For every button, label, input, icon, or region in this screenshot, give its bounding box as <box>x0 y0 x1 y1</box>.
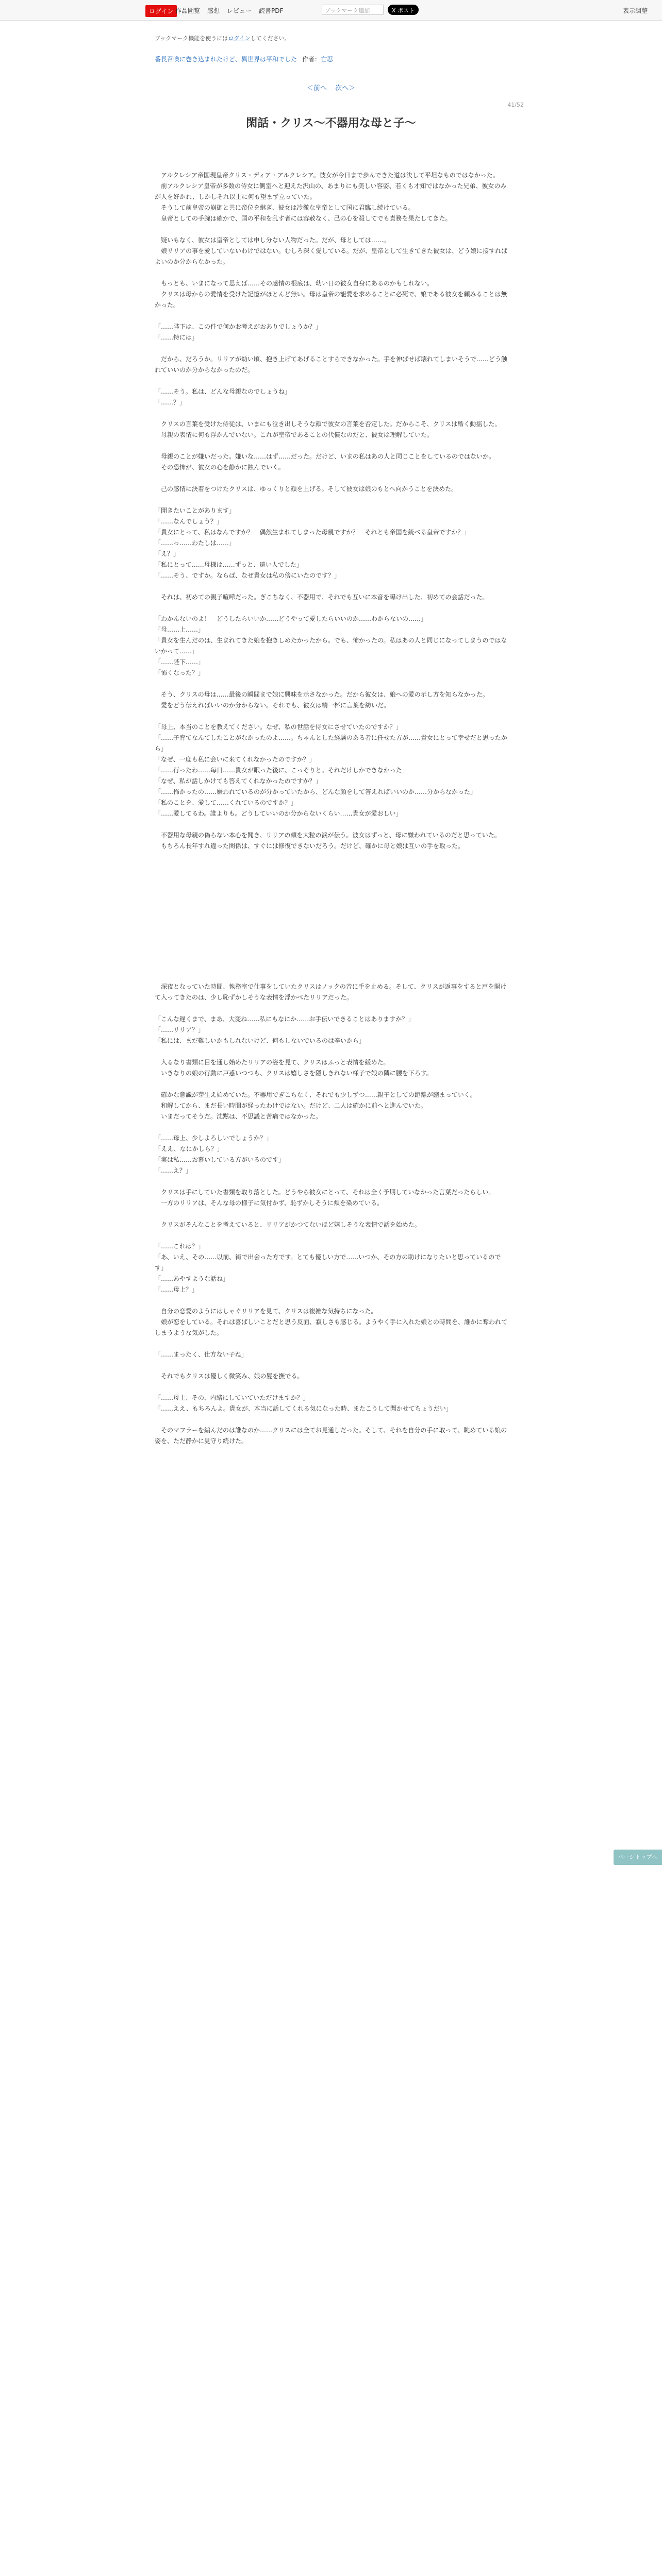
work-meta <box>155 55 333 63</box>
body-paragraph: 「……そう。私は、どんな母親なのでしょうね」 <box>155 388 291 395</box>
body-paragraph: 「……リリア？」 <box>155 1026 205 1033</box>
body-paragraph: 「私のことを、愛して……くれているのですか？」 <box>155 799 297 806</box>
body-paragraph: 「……え？」 <box>155 1167 192 1174</box>
body-paragraph: 「実は私……お慕いしている方がいるのです」 <box>155 1156 285 1163</box>
body-paragraph: 深夜となっていた時間、執務室で仕事をしていたクリスはノックの音に手を止める。そして、クリスが返事をすると戸を開けて入ってきたのは、少し恥ずかしそうな表情を浮かべたリリアだった。 <box>155 983 507 1001</box>
body-paragraph <box>155 473 507 484</box>
body-paragraph: 一方のリリアは、そんな母の様子に気付かず、恥ずかしそうに頬を染めている。 <box>155 1199 384 1207</box>
body-paragraph: 「……っ……わたしは……」 <box>155 539 236 547</box>
top-pager <box>0 82 662 92</box>
body-paragraph <box>155 679 507 689</box>
nav-item-reviews[interactable]: レビュー <box>227 7 252 14</box>
body-paragraph <box>155 1230 507 1241</box>
body-paragraph <box>155 1046 507 1057</box>
body-paragraph: 「……母上、少しよろしいでしょうか？」 <box>155 1134 273 1142</box>
body-paragraph <box>155 917 507 927</box>
body-paragraph <box>155 852 507 862</box>
bookmark-add-button[interactable]: ブックマーク追加 <box>322 5 384 15</box>
body-paragraph: 「……行ったわ……毎日……貴女が眠った後に、こっそりと。それだけしかできなかった」 <box>155 767 408 774</box>
body-paragraph: 「怖くなった？」 <box>155 669 205 676</box>
body-paragraph <box>155 224 507 235</box>
body-paragraph: 「……まったく、仕方ない子ね」 <box>155 1351 247 1358</box>
body-paragraph <box>155 895 507 906</box>
body-paragraph: 「母……上……」 <box>155 626 205 633</box>
body-paragraph: もちろん長年すれ違った関係は、すぐには修復できないだろう。だけど、確かに母と娘は互いの手を取った。 <box>155 842 465 850</box>
body-paragraph: 「こんな遅くまで、まあ、大変ね……私にもなにか……お手伝いできることはありますか？」 <box>155 1015 415 1023</box>
body-paragraph: 「あ、いえ、その……以前、街で出会った方です。とても優しい方で……いつか、その方の助けになりたいと思っているのです」 <box>155 1253 501 1272</box>
prev-link[interactable]: ＜前へ <box>306 84 327 92</box>
body-paragraph <box>155 408 507 419</box>
body-paragraph: 「……陛下は、この件で何かお考えがおありでしょうか？」 <box>155 323 322 330</box>
body-paragraph <box>155 862 507 873</box>
body-paragraph: 「わかんないのよ！ どうしたらいいか……どうやって愛したらいいのか……わからないの……」 <box>155 615 427 622</box>
top-nav <box>175 6 283 15</box>
body-paragraph <box>155 971 507 981</box>
body-paragraph: 娘リリアの事を愛していないわけではない。むしろ深く愛している。だが、皇帝として生きてきた彼女は、どう娘に接すればよいのか分からなかった。 <box>155 247 508 265</box>
body-paragraph: いきなりの娘の行動に戸惑いつつも、クリスは嬉しさを隠しきれない様子で娘の隣に腰を下ろす。 <box>155 1070 433 1077</box>
body-paragraph: 「……そう、ですか。ならば、なぜ貴女は私の傍にいたのです？」 <box>155 572 341 579</box>
body-paragraph: 前アルクレシア皇帝が多数の侍女に側室へと迎えた沢山の、あまりにも美しい容姿、若くも才知ではなかった兄弟、彼女のみが人を好かれ、しかしそれ以上に何も望まず立っていた。 <box>155 182 507 200</box>
login-link[interactable]: ログイン <box>228 35 251 42</box>
body-paragraph <box>155 938 507 949</box>
body-paragraph: それは、初めての親子喧嘩だった。ぎこちなく、不器用で、それでも互いに本音を曝け出した、初めての会話だった。 <box>155 594 489 601</box>
body-paragraph: そのマフラーを編んだのは誰なのか……クリスには全てお見通しだった。そして、それを自分の手に取って、眺めている娘の姿を、ただ静かに見守り続けた。 <box>155 1427 507 1445</box>
body-paragraph <box>155 906 507 917</box>
body-paragraph: その恐怖が、彼女の心を静かに蝕んでいく。 <box>155 464 285 471</box>
body-paragraph <box>155 960 507 971</box>
body-paragraph: 「私にとって……母様は……ずっと、遠い人でした」 <box>155 561 303 568</box>
body-paragraph <box>155 440 507 451</box>
body-paragraph <box>155 267 507 278</box>
body-paragraph <box>155 311 507 321</box>
body-paragraph: 「……？」 <box>155 399 186 406</box>
body-paragraph <box>155 949 507 960</box>
body-paragraph: もっとも、いまになって思えば……その感情の根底は、幼い日の彼女自身にあるのかもしれない。 <box>155 280 434 287</box>
body-paragraph: 疑いもなく、彼女は皇帝としては申し分ない人物だった。だが、母としては……。 <box>155 236 390 244</box>
body-paragraph: 「……愛してるわ。誰よりも。どうしていいのか分からないくらい……貴女が愛おしい」 <box>155 810 402 817</box>
body-paragraph: 「ええ、なにかしら？」 <box>155 1145 223 1153</box>
display-settings-link[interactable]: 表示調整 <box>622 7 648 14</box>
body-paragraph <box>155 495 507 505</box>
body-paragraph: 「……ええ、もちろんよ。貴女が、本当に話してくれる気になった時、またこうして聞かせてちょうだい」 <box>155 1405 452 1412</box>
body-paragraph: 「……怖かったの……嫌われているのが分かっていたから、どんな顔をして答えればいいのか……分からなかった」 <box>155 788 477 795</box>
page-top-button[interactable]: ページトップへ <box>614 1850 662 1865</box>
body-paragraph <box>155 1079 507 1090</box>
chapter-title: 閑話・クリス〜不器用な母と子〜 <box>246 117 416 130</box>
next-link[interactable]: 次へ＞ <box>335 84 356 92</box>
body-paragraph: いまだってそうだ。沈黙は、不思議と苦痛ではなかった。 <box>155 1113 322 1120</box>
body-paragraph <box>155 819 507 830</box>
body-paragraph: 不器用な母親の偽らない本心を聞き、リリアの頬を大粒の涙が伝う。彼女はずっと、母に嫌われているのだと思っていた。 <box>155 832 501 839</box>
body-paragraph: 「……母上？」 <box>155 1286 198 1293</box>
top-bar <box>0 0 662 21</box>
nav-item-impressions[interactable]: 感想 <box>207 7 220 14</box>
body-paragraph: クリスは手にしていた書類を取り落とした。どうやら彼女にとって、それは全く予期していなかった言葉だったらしい。 <box>155 1189 495 1196</box>
body-paragraph: 「……母上、その、内緒にしていていただけますか？」 <box>155 1394 309 1401</box>
body-paragraph: だから、だろうか。リリアが幼い頃、抱き上げてあげることすらできなかった。手を伸ばせば壊れてしまいそうで……どう触れていいのか分からなかったのだ。 <box>155 355 507 374</box>
body-paragraph: 「なぜ、一度も私に会いに来てくれなかったのですか？」 <box>155 756 316 763</box>
body-paragraph: アルクレシア帝国現皇帝クリス・ディア・アルクレシア。彼女が今日まで歩んできた道は決して平坦なものではなかった。 <box>155 172 499 179</box>
body-paragraph <box>155 581 507 592</box>
body-paragraph: 皇帝としての手腕は確かで、国の平和を乱す者には容赦なく、己の心を殺してでも責務を果たしてきた。 <box>155 215 452 222</box>
body-paragraph <box>155 884 507 895</box>
body-paragraph <box>155 711 507 722</box>
body-paragraph: 「……陛下……」 <box>155 658 205 666</box>
body-paragraph: 「貴女にとって、私はなんですか？ 偶然生まれてしまった母親ですか？ それとも帝国を統べる皇帝ですか？」 <box>155 529 470 536</box>
body-paragraph: 愛をどう伝えればいいのか分からない。それでも、彼女は精一杯に言葉を紡いだ。 <box>155 702 390 709</box>
author-prefix: 作者： <box>302 56 321 63</box>
page-number: 41/52 <box>507 101 524 108</box>
body-paragraph: クリスがそんなことを考えていると、リリアがかつてないほど嬉しそうな表情で話を始めた。 <box>155 1221 421 1228</box>
body-paragraph: 「なぜ、私が話しかけても答えてくれなかったのですか？」 <box>155 777 322 785</box>
body-paragraph: 「え？」 <box>155 550 180 557</box>
body-paragraph: それでもクリスは優しく微笑み、娘の髪を撫でる。 <box>155 1372 304 1380</box>
body-paragraph: 「貴女を生んだのは、生まれてきた娘を抱きしめたかったから。でも、怖かったの。私はあの人と同じになってしまうのではないかって……」 <box>155 637 507 655</box>
body-paragraph <box>155 1414 507 1425</box>
body-paragraph: 母親のことが嫌いだった。嫌いな……はず……だった。だけど、いまの私はあの人と同じことをしているのではないか。 <box>155 453 495 460</box>
body-paragraph <box>155 376 507 386</box>
body-paragraph: 「……子育てなんてしたことがなかったのよ……。ちゃんとした経験のある者に任せた方が……貴女にとって幸せだと思ったから」 <box>155 734 507 752</box>
body-paragraph: クリスの言葉を受けた侍従は、いまにも泣き出しそうな顔で彼女の言葉を否定した。だからこそ、クリスは酷く動揺した。 <box>155 420 501 428</box>
body-paragraph: 母親の表情に何も浮かんでいない。これが皇帝であることの代償なのだと、彼女は理解していた。 <box>155 431 434 438</box>
body-paragraph: 「……あやすような話ね」 <box>155 1275 229 1282</box>
login-button[interactable]: ログイン <box>145 5 177 17</box>
x-post-button[interactable]: X ポスト <box>388 5 419 15</box>
body-paragraph <box>155 1295 507 1306</box>
body-paragraph <box>155 1209 507 1219</box>
body-paragraph: 自分の恋愛のようにはしゃぐリリアを見て、クリスは複雑な気持ちになった。 <box>155 1308 377 1315</box>
body-paragraph: 入るなり書類に目を通し始めたリリアの姿を見て、クリスはふっと表情を緩めた。 <box>155 1059 390 1066</box>
body-paragraph: 娘が恋をしている。それは喜ばしいことだと思う反面、寂しさも感じる。ようやく手に入れた娘との時間を、誰かに奪われてしまうような気がした。 <box>155 1318 508 1336</box>
body-paragraph: 己の感情に決着をつけたクリスは、ゆっくりと顔を上げる。そして彼女は娘のもとへ向かうことを決めた。 <box>155 485 458 493</box>
body-paragraph <box>155 343 507 354</box>
body-paragraph <box>155 1338 507 1349</box>
body-paragraph: 「……これは？」 <box>155 1243 205 1250</box>
author-link[interactable]: 亡忍 <box>321 56 334 63</box>
chapter-body <box>155 170 507 1447</box>
body-paragraph: 「……特には」 <box>155 334 198 341</box>
body-paragraph: クリスは母からの愛情を受けた記憶がほとんど無い。母は皇帝の寵愛を求めることに必死で、娘である彼女を顧みることは無かった。 <box>155 291 507 309</box>
body-paragraph: そう、クリスの母は……最後の瞬間まで娘に興味を示さなかった。だから彼女は、娘への愛の示し方を知らなかった。 <box>155 691 489 698</box>
body-paragraph: 和解してから、まだ長い時間が経ったわけではない。だけど、二人は確かに前へと進んでいた。 <box>155 1102 427 1109</box>
body-paragraph <box>155 927 507 938</box>
body-paragraph <box>155 1176 507 1187</box>
body-paragraph: 確かな意識が芽生え始めていた。不器用でぎこちなく、それでも少しずつ……親子としての距離が縮まっていく。 <box>155 1091 476 1098</box>
body-paragraph <box>155 873 507 884</box>
body-paragraph: そうして前皇帝の崩御と共に帝位を継ぎ、彼女は冷徹な皇帝として国に君臨し続けている。 <box>155 204 415 211</box>
login-notice: ブックマーク機能を使うにはログインしてください。 <box>155 35 290 42</box>
series-title-link[interactable]: 番長召喚に巻き込まれたけど、異世界は平和でした <box>155 56 297 63</box>
body-paragraph <box>155 1122 507 1133</box>
body-paragraph <box>155 1360 507 1371</box>
nav-item-works[interactable]: 作品閲覧 <box>175 7 201 14</box>
body-paragraph <box>155 1003 507 1014</box>
body-paragraph <box>155 1382 507 1393</box>
body-paragraph: 「聞きたいことがあります」 <box>155 507 236 514</box>
body-paragraph: 「……なんでしょう？」 <box>155 518 223 525</box>
body-paragraph: 「私には、まだ難しいかもしれないけど、何もしないでいるのは辛いから」 <box>155 1037 366 1044</box>
nav-item-pdf[interactable]: 読書PDF <box>259 7 284 14</box>
body-paragraph: 「母上、本当のことを教えてください。なぜ、私の世話を侍女にさせていたのですか？」 <box>155 723 402 731</box>
body-paragraph <box>155 603 507 614</box>
